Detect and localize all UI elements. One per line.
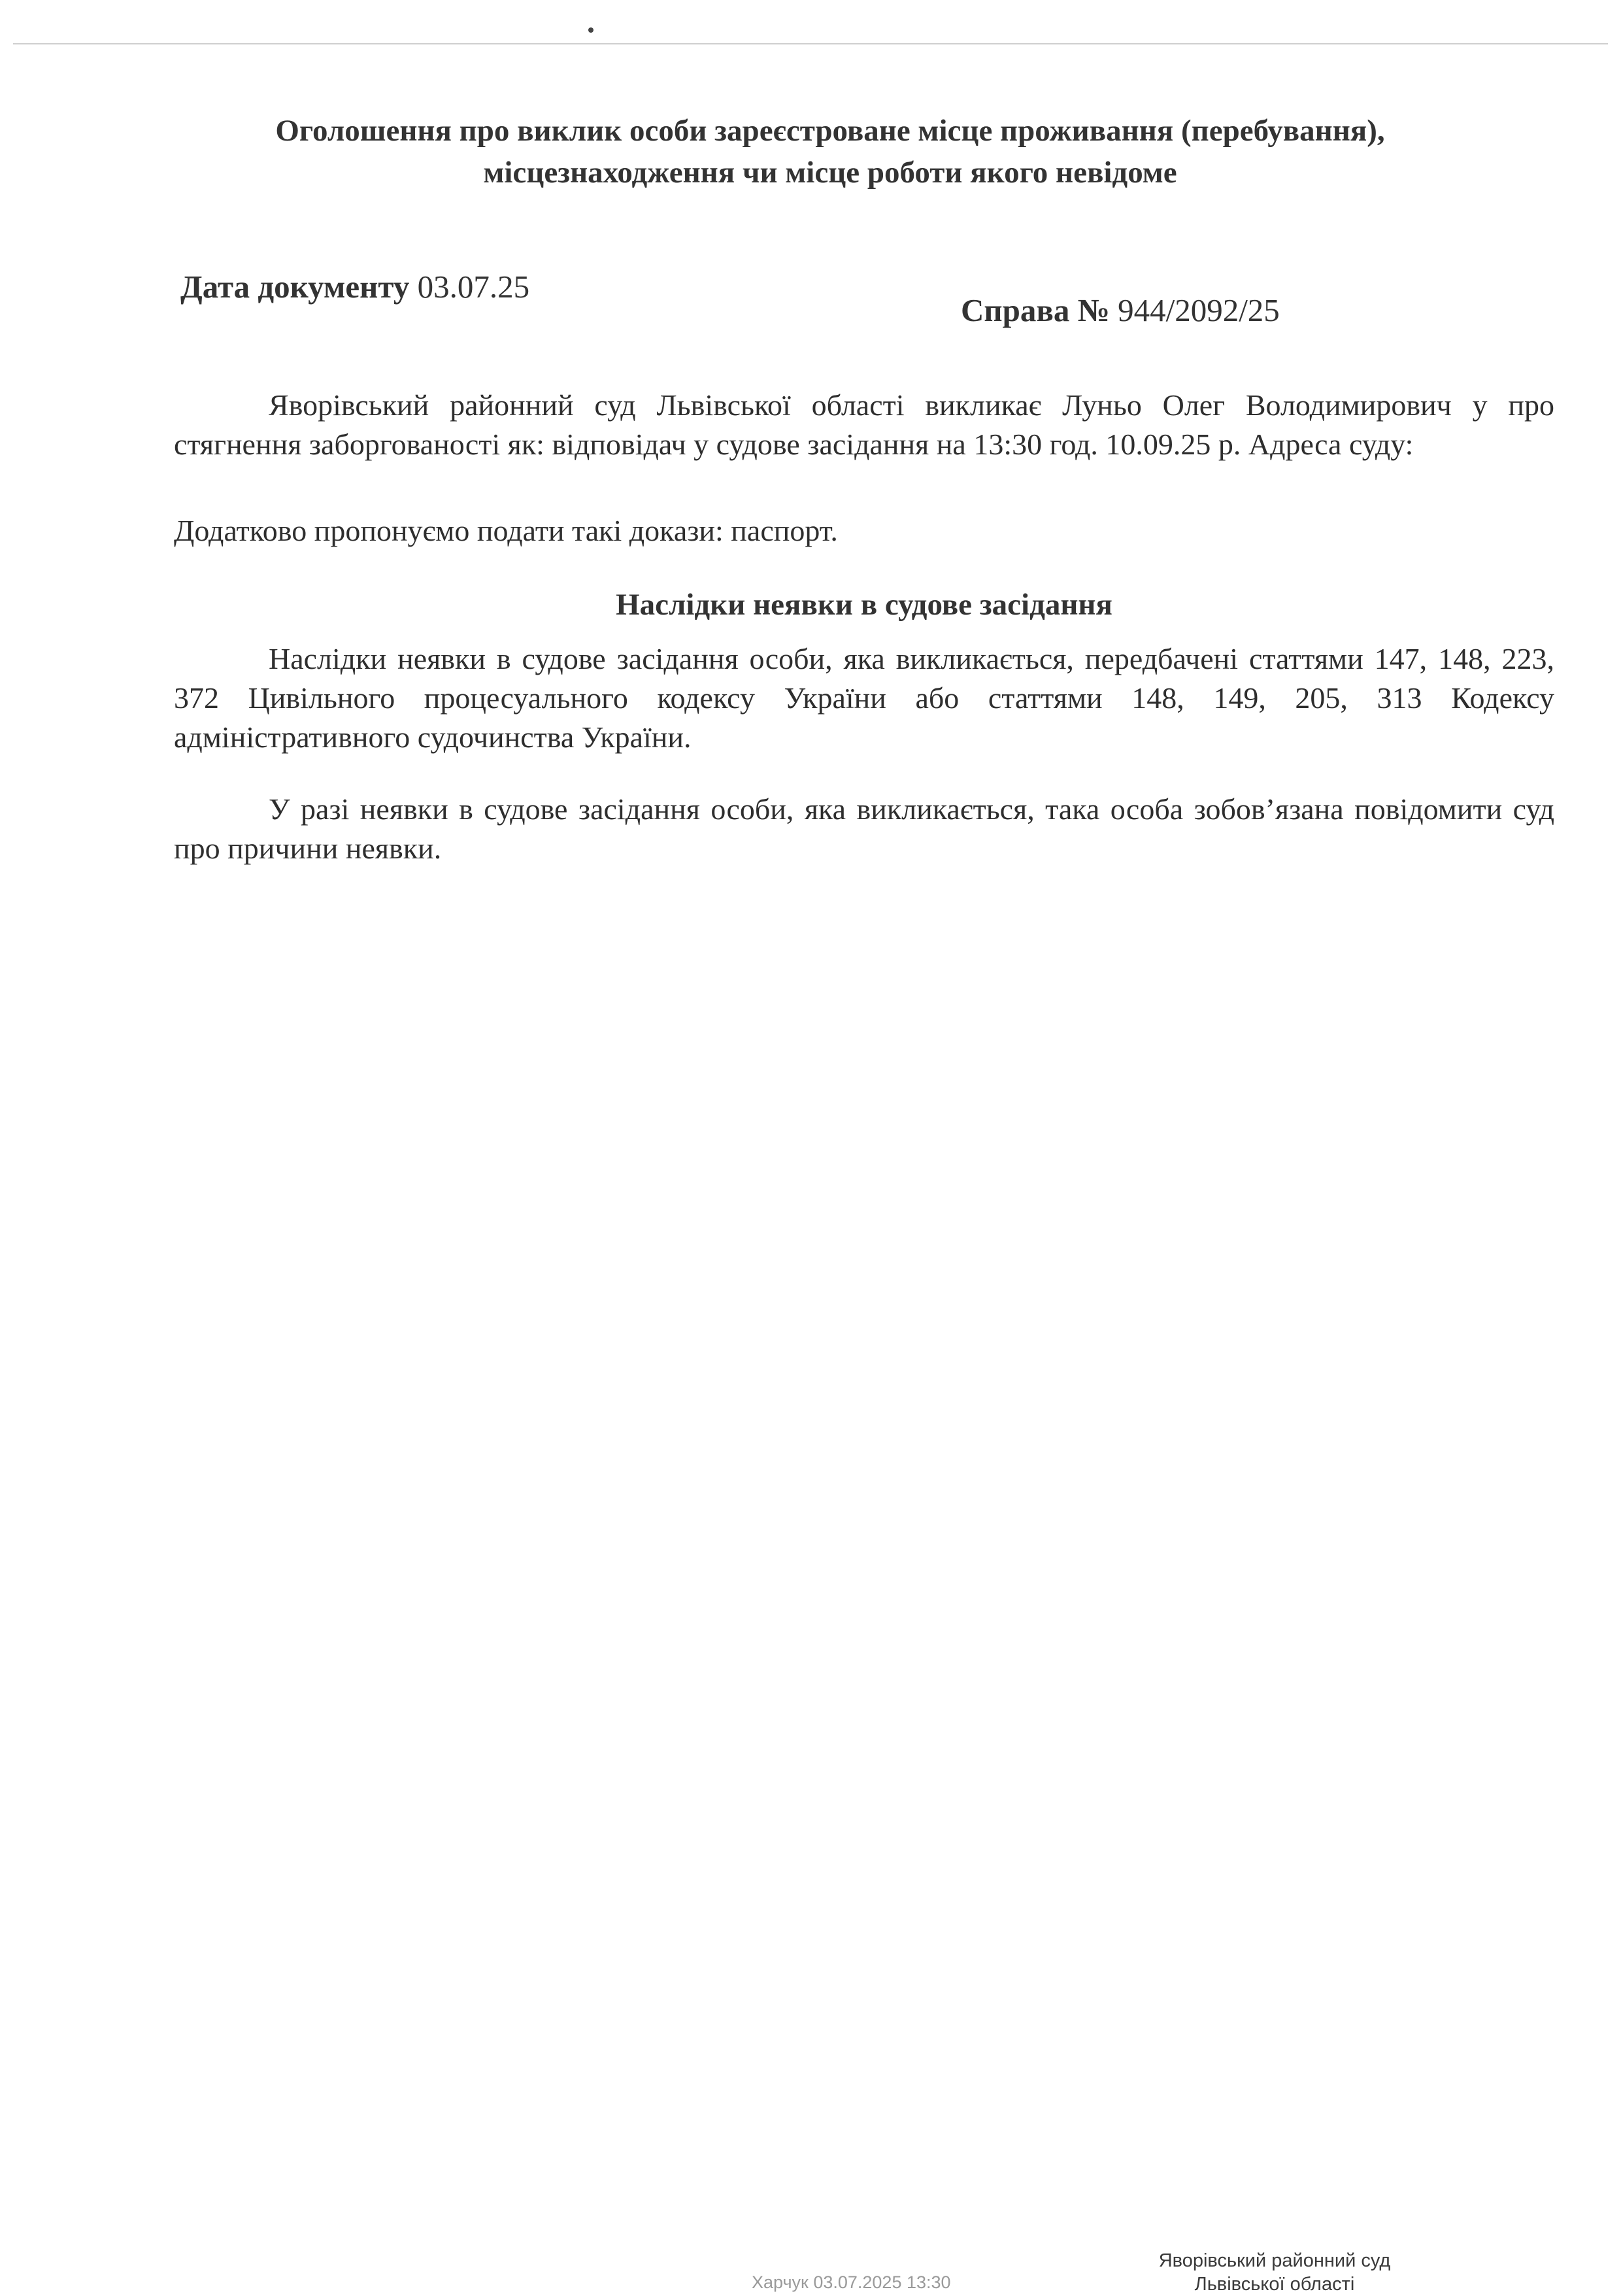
date-value: 03.07.25 — [417, 269, 530, 305]
consequences-paragraph: Наслідки неявки в судове засідання особи, яка викликається, передбачені статтями 147, 148, 223, 372 Цивільного процесуального кодексу України або статтями 148, 149, 205, 313 Кодексу адміністративного судочинства України. — [174, 642, 1554, 754]
stamp-line-2: Львівської області — [1194, 2274, 1355, 2295]
obligation-paragraph: У разі неявки в судове засідання особи, яка викликається, така особа зобов’язана повідомити суд про причини неявки. — [174, 792, 1554, 865]
case-value: 944/2092/25 — [1118, 292, 1280, 328]
stamp-line-1: Яворівський районний суд — [1158, 2250, 1391, 2271]
court-stamp — [1124, 2249, 1425, 2296]
case-label: Справа № — [961, 292, 1110, 328]
document-title: Оголошення про виклик особи зареєстроване місце проживання (перебування), місцезнаходження чи місце роботи якого невідоме — [275, 114, 1385, 190]
scan-dot — [588, 27, 593, 33]
case-number — [961, 292, 1280, 329]
date-label: Дата документу — [180, 269, 410, 305]
evidence-paragraph: Додатково пропонуємо подати такі докази: паспорт. — [174, 514, 838, 547]
scan-edge-line — [13, 43, 1608, 44]
footer-mark: Харчук 03.07.2025 13:30 — [752, 2272, 951, 2292]
document-date — [180, 268, 529, 305]
summons-paragraph: Яворівський районний суд Львівської області викликає Луньо Олег Володимирович у про стягнення заборгованості як: відповідач у судове засідання на 13:30 год. 10.09.25 р. Адреса суду: — [174, 388, 1554, 461]
consequences-heading: Наслідки неявки в судове засідання — [616, 588, 1112, 622]
